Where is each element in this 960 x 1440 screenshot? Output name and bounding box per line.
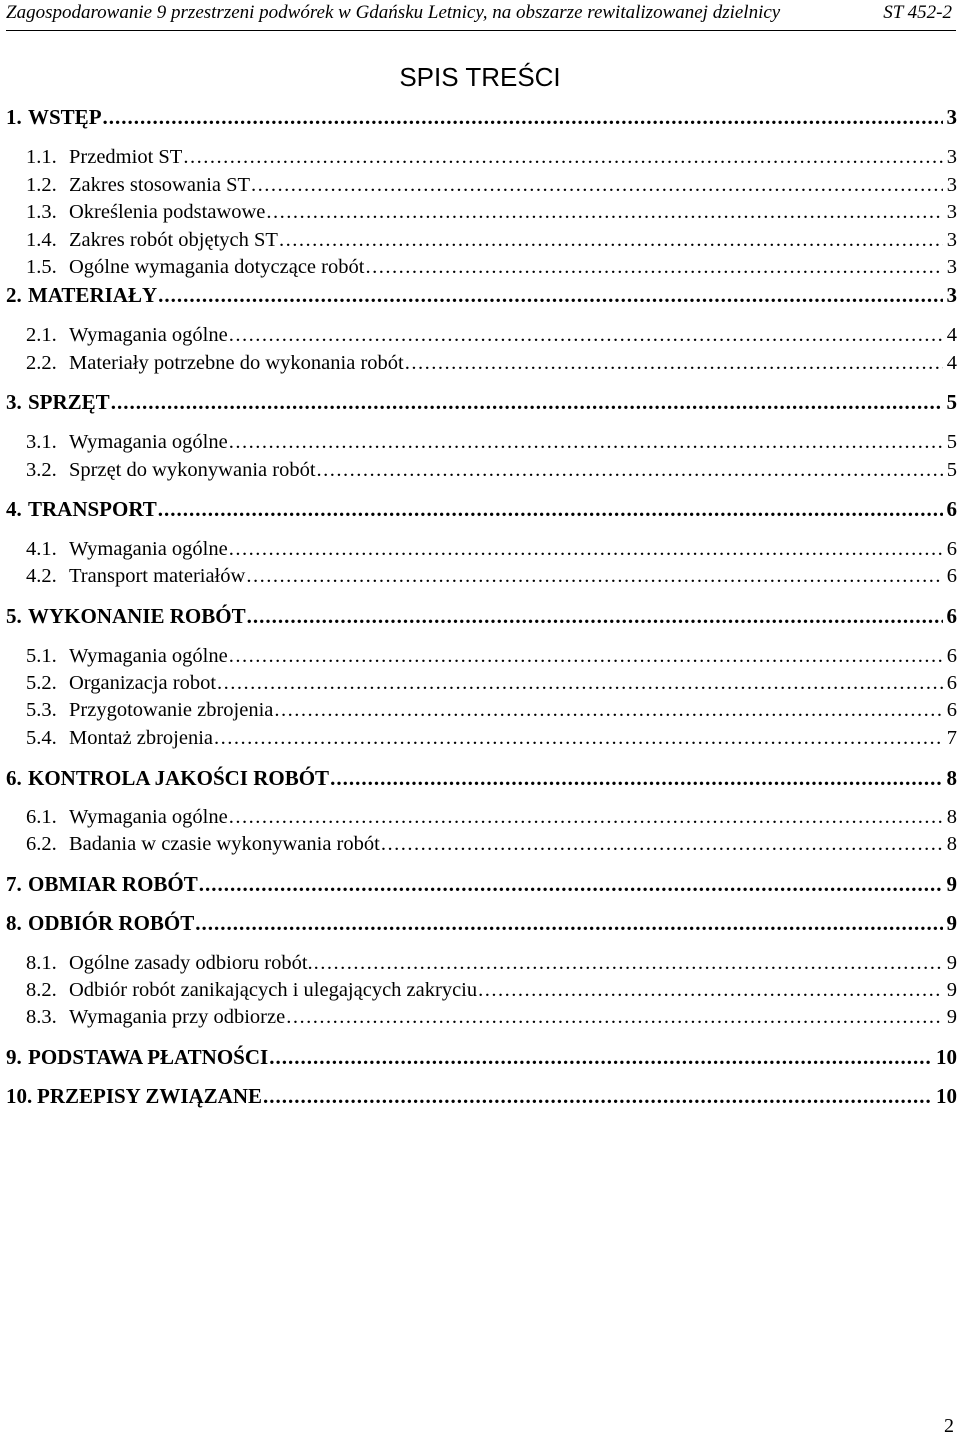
toc-entry-number: 4.1. bbox=[26, 538, 57, 560]
toc-subsection-entry[interactable] bbox=[26, 227, 957, 254]
toc-dot-leader bbox=[183, 144, 942, 171]
toc-dot-leader bbox=[365, 254, 942, 281]
toc-dot-leader bbox=[229, 536, 943, 563]
toc-section-entry[interactable] bbox=[6, 603, 957, 630]
toc-entry-label: ODBIÓR ROBÓT bbox=[28, 911, 195, 935]
toc-entry-page: 9 bbox=[946, 952, 957, 974]
toc-dot-leader bbox=[269, 1044, 932, 1071]
toc-entry-label: Wymagania ogólne bbox=[69, 806, 228, 828]
toc-entry-number: 1. bbox=[6, 105, 22, 129]
toc-entry-label: Zakres robót objętych ST bbox=[69, 229, 278, 251]
toc-entry-number: 5.2. bbox=[26, 672, 57, 694]
toc-entry-number: 10. bbox=[6, 1084, 33, 1108]
toc-subsection-entry[interactable] bbox=[26, 697, 957, 724]
toc-entry-number: 9. bbox=[6, 1045, 22, 1069]
toc-entry-label: WSTĘP bbox=[28, 105, 102, 129]
toc-entry-number: 5.3. bbox=[26, 699, 57, 721]
toc-subsection-entry[interactable] bbox=[26, 536, 957, 563]
toc-subsection-entry[interactable] bbox=[26, 950, 957, 977]
toc-entry-label: Przygotowanie zbrojenia bbox=[69, 699, 274, 721]
toc-entry-label: PRZEPISY ZWIĄZANE bbox=[37, 1084, 263, 1108]
toc-section-entry[interactable] bbox=[6, 1083, 957, 1110]
page-number: 2 bbox=[944, 1415, 954, 1437]
running-header bbox=[6, 0, 956, 31]
toc-entry-number: 3. bbox=[6, 390, 22, 414]
toc-entry-number: 6. bbox=[6, 766, 22, 790]
toc-dot-leader bbox=[251, 172, 943, 199]
toc-dot-leader bbox=[195, 910, 942, 937]
toc-entry-number: 6.1. bbox=[26, 806, 57, 828]
toc-subsection-entry[interactable] bbox=[26, 144, 957, 171]
toc-section-entry[interactable] bbox=[6, 104, 957, 131]
toc-section-entry[interactable] bbox=[6, 282, 957, 309]
header-code: ST 452-2 bbox=[883, 2, 952, 23]
toc-dot-leader bbox=[317, 457, 943, 484]
toc-title: SPIS TREŚCI bbox=[399, 62, 561, 92]
toc-entry-label: MATERIAŁY bbox=[28, 283, 158, 307]
toc-subsection-entry[interactable] bbox=[26, 725, 957, 752]
toc-subsection-entry[interactable] bbox=[26, 172, 957, 199]
toc-dot-leader bbox=[405, 350, 943, 377]
toc-dot-leader bbox=[229, 429, 943, 456]
toc-dot-leader bbox=[111, 389, 943, 416]
toc-entry-label: Wymagania przy odbiorze bbox=[69, 1006, 286, 1028]
toc-subsection-entry[interactable] bbox=[26, 643, 957, 670]
toc-entry-label: Materiały potrzebne do wykonania robót bbox=[69, 352, 404, 374]
toc-subsection-entry[interactable] bbox=[26, 1004, 957, 1031]
toc-entry-label: Organizacja robot bbox=[69, 672, 217, 694]
toc-entry-page: 5 bbox=[946, 459, 957, 481]
header-title: Zagospodarowanie 9 przestrzeni podwórek w Gdańsku Letnicy, na obszarze rewitalizowanej dzielnicy bbox=[6, 2, 781, 23]
toc-entry-page: 3 bbox=[946, 146, 957, 168]
toc-entry-page: 6 bbox=[946, 497, 957, 521]
toc-entry-number: 1.1. bbox=[26, 146, 57, 168]
toc-entry-label: KONTROLA JAKOŚCI ROBÓT bbox=[28, 766, 330, 790]
toc-entry-label: Sprzęt do wykonywania robót bbox=[69, 459, 316, 481]
toc-entry-label: Zakres stosowania ST bbox=[69, 174, 251, 196]
toc-entry-number: 7. bbox=[6, 872, 22, 896]
toc-subsection-entry[interactable] bbox=[26, 254, 957, 281]
toc-section-entry[interactable] bbox=[6, 910, 957, 937]
toc-entry-number: 2.2. bbox=[26, 352, 57, 374]
toc-entry-label: Wymagania ogólne bbox=[69, 538, 228, 560]
toc-dot-leader bbox=[274, 697, 942, 724]
toc-entry-page: 10 bbox=[936, 1045, 957, 1069]
toc-entry-page: 8 bbox=[946, 806, 957, 828]
toc-entry-page: 7 bbox=[946, 727, 957, 749]
toc-dot-leader bbox=[330, 765, 942, 792]
toc-entry-page: 8 bbox=[946, 833, 957, 855]
toc-entry-page: 3 bbox=[946, 256, 957, 278]
toc-dot-leader bbox=[158, 282, 942, 309]
toc-entry-number: 8.1. bbox=[26, 952, 57, 974]
toc-entry-number: 5.1. bbox=[26, 645, 57, 667]
toc-entry-page: 9 bbox=[946, 1006, 957, 1028]
toc-entry-label: WYKONANIE ROBÓT bbox=[28, 604, 246, 628]
toc-entry-number: 6.2. bbox=[26, 833, 57, 855]
toc-dot-leader bbox=[286, 1004, 943, 1031]
toc-dot-leader bbox=[199, 871, 943, 898]
toc-entry-page: 9 bbox=[946, 911, 957, 935]
toc-entry-number: 2.1. bbox=[26, 324, 57, 346]
toc-entry-label: SPRZĘT bbox=[28, 390, 110, 414]
toc-dot-leader bbox=[217, 670, 943, 697]
toc-subsection-entry[interactable] bbox=[26, 670, 957, 697]
toc-entry-label: Transport materiałów bbox=[69, 565, 246, 587]
toc-entry-page: 4 bbox=[946, 324, 957, 346]
toc-entry-number: 3.2. bbox=[26, 459, 57, 481]
toc-entry-label: Wymagania ogólne bbox=[69, 645, 228, 667]
toc-section-entry[interactable] bbox=[6, 871, 957, 898]
toc-entry-page: 5 bbox=[946, 431, 957, 453]
toc-entry-page: 9 bbox=[946, 872, 957, 896]
toc-dot-leader bbox=[229, 804, 943, 831]
toc-entry-label: Przedmiot ST bbox=[69, 146, 183, 168]
toc-section-entry[interactable] bbox=[6, 765, 957, 792]
toc-dot-leader bbox=[314, 950, 943, 977]
toc-subsection-entry[interactable] bbox=[26, 457, 957, 484]
toc-entry-number: 8. bbox=[6, 911, 22, 935]
toc-entry-number: 1.3. bbox=[26, 201, 57, 223]
toc-entry-page: 10 bbox=[936, 1084, 957, 1108]
toc-entry-number: 5. bbox=[6, 604, 22, 628]
toc-entry-page: 6 bbox=[946, 565, 957, 587]
toc-entry-number: 1.5. bbox=[26, 256, 57, 278]
toc-subsection-entry[interactable] bbox=[26, 563, 957, 590]
toc-dot-leader bbox=[214, 725, 943, 752]
toc-entry-page: 8 bbox=[946, 766, 957, 790]
toc-dot-leader bbox=[229, 643, 943, 670]
toc-subsection-entry[interactable] bbox=[26, 199, 957, 226]
toc-subsection-entry[interactable] bbox=[26, 322, 957, 349]
toc-subsection-entry[interactable] bbox=[26, 977, 957, 1004]
toc-entry-number: 1.2. bbox=[26, 174, 57, 196]
toc-entry-page: 5 bbox=[946, 390, 957, 414]
toc-entry-page: 3 bbox=[946, 283, 957, 307]
toc-entry-label: Ogólne zasady odbioru robót. bbox=[69, 952, 313, 974]
toc-dot-leader bbox=[266, 199, 942, 226]
toc-section-entry[interactable] bbox=[6, 1044, 957, 1071]
toc-entry-page: 3 bbox=[946, 105, 957, 129]
toc-entry-number: 5.4. bbox=[26, 727, 57, 749]
toc-dot-leader bbox=[229, 322, 943, 349]
toc-entry-page: 9 bbox=[946, 979, 957, 1001]
toc-entry-label: Wymagania ogólne bbox=[69, 431, 228, 453]
toc-entry-number: 2. bbox=[6, 283, 22, 307]
toc-entry-label: Określenia podstawowe bbox=[69, 201, 266, 223]
toc-entry-label: Badania w czasie wykonywania robót bbox=[69, 833, 380, 855]
toc-entry-label: Wymagania ogólne bbox=[69, 324, 228, 346]
toc-entry-label: TRANSPORT bbox=[28, 497, 157, 521]
toc-entry-page: 6 bbox=[946, 604, 957, 628]
toc-entry-page: 4 bbox=[946, 352, 957, 374]
toc-dot-leader bbox=[381, 831, 943, 858]
toc-entry-page: 6 bbox=[946, 645, 957, 667]
toc-subsection-entry[interactable] bbox=[26, 429, 957, 456]
toc-entry-number: 3.1. bbox=[26, 431, 57, 453]
toc-entry-label: Ogólne wymagania dotyczące robót bbox=[69, 256, 365, 278]
toc-dot-leader bbox=[103, 104, 943, 131]
toc-dot-leader bbox=[247, 603, 943, 630]
toc-entry-number: 4. bbox=[6, 497, 22, 521]
toc-dot-leader bbox=[478, 977, 943, 1004]
toc-subsection-entry[interactable] bbox=[26, 831, 957, 858]
toc-entry-page: 6 bbox=[946, 699, 957, 721]
toc-entry-label: Montaż zbrojenia bbox=[69, 727, 214, 749]
toc-entry-page: 6 bbox=[946, 672, 957, 694]
toc-entry-label: OBMIAR ROBÓT bbox=[28, 872, 198, 896]
toc-dot-leader bbox=[279, 227, 943, 254]
toc-entry-number: 8.3. bbox=[26, 1006, 57, 1028]
toc-dot-leader bbox=[246, 563, 942, 590]
toc-entry-number: 4.2. bbox=[26, 565, 57, 587]
toc-entry-page: 6 bbox=[946, 538, 957, 560]
toc-subsection-entry[interactable] bbox=[26, 804, 957, 831]
toc-entry-page: 3 bbox=[946, 201, 957, 223]
toc-entry-label: PODSTAWA PŁATNOŚCI bbox=[28, 1045, 269, 1069]
toc-entry-label: Odbiór robót zanikających i ulegających zakryciu bbox=[69, 979, 478, 1001]
toc-entry-page: 3 bbox=[946, 174, 957, 196]
toc-subsection-entry[interactable] bbox=[26, 350, 957, 377]
toc-entry-number: 8.2. bbox=[26, 979, 57, 1001]
toc-dot-leader bbox=[263, 1083, 932, 1110]
toc-section-entry[interactable] bbox=[6, 496, 957, 523]
toc-entry-number: 1.4. bbox=[26, 229, 57, 251]
toc-dot-leader bbox=[158, 496, 943, 523]
toc-section-entry[interactable] bbox=[6, 389, 957, 416]
toc-entry-page: 3 bbox=[946, 229, 957, 251]
